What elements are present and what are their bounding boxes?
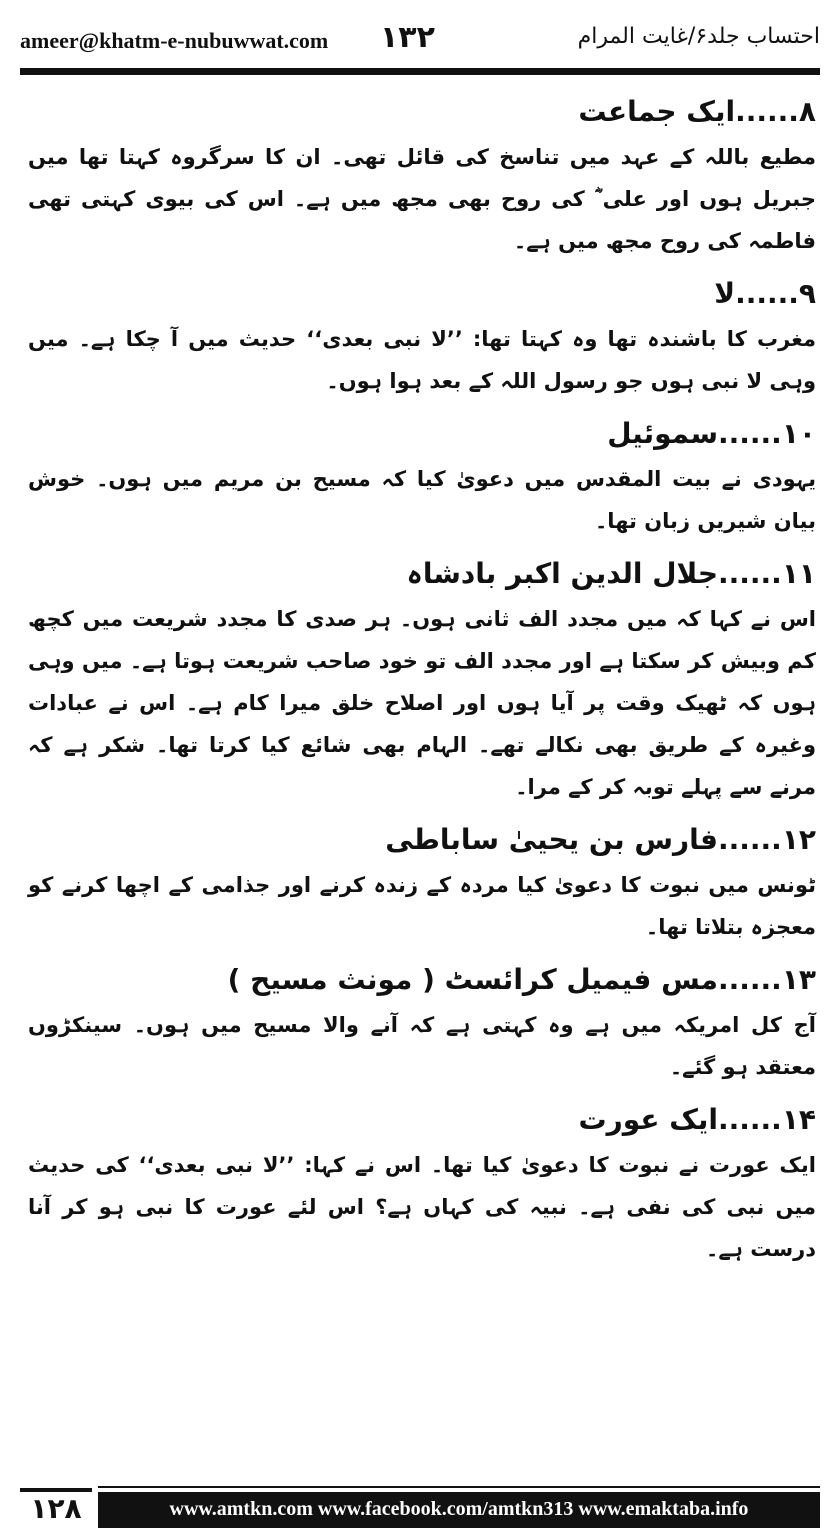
page-footer <box>20 1488 820 1528</box>
section-paragraph: مغرب کا باشندہ تھا وہ کہتا تھا: ’’لا نبی بعدی‘‘ حدیث میں آ چکا ہے۔ میں وہی لا نبی ہوں جو رسول اللہ کے بعد ہوا ہوں۔ <box>28 327 816 393</box>
section-paragraph: یہودی نے بیت المقدس میں دعویٰ کیا کہ مسیح بن مریم میں ہوں۔ خوش بیان شیریں زبان تھا۔ <box>28 467 816 533</box>
page-header <box>20 22 820 62</box>
section-11 <box>28 550 816 808</box>
section-12 <box>28 816 816 948</box>
section-heading: ۸......ایک جماعت <box>578 95 816 128</box>
section-heading: ۱۱......جلال الدین اکبر بادشاہ <box>406 557 816 590</box>
footer-rule <box>98 1486 820 1488</box>
section-heading: ۱۴......ایک عورت <box>578 1103 816 1136</box>
section-paragraph: آج کل امریکہ میں ہے وہ کہتی ہے کہ آنے والا مسیح میں ہوں۔ سینکڑوں معتقد ہو گئے۔ <box>28 1013 816 1079</box>
section-paragraph: اس نے کہا کہ میں مجدد الف ثانی ہوں۔ ہر صدی کا مجدد شریعت میں کچھ کم وبیش کر سکتا ہے اور مجدد الف تو خود صاحب شریعت ہوتا ہے۔ میں وہی ہوں کہ ٹھیک وقت پر آیا ہوں اور اصلاح خلق میرا کام ہے۔ اس نے عبادات وغیرہ کے طریق بھی نکالے تھے۔ الہام بھی شائع کیا کرتا تھا۔ شکر ہے کہ مرنے سے پہلے توبہ کر کے مرا۔ <box>28 607 816 799</box>
header-email: ameer@khatm-e-nubuwwat.com <box>20 28 329 53</box>
page-body <box>28 88 816 1478</box>
section-13 <box>28 956 816 1088</box>
header-rule <box>20 68 820 75</box>
section-10 <box>28 410 816 542</box>
footer-page-badge: ۱۲۸ <box>20 1488 92 1528</box>
section-8 <box>28 88 816 262</box>
section-9 <box>28 270 816 402</box>
section-heading: ۱۳......مس فیمیل کرائسٹ ( مونث مسیح ) <box>227 963 816 996</box>
section-heading: ۹......لا <box>714 277 816 310</box>
section-paragraph: ایک عورت نے نبوت کا دعویٰ کیا تھا۔ اس نے کہا: ’’لا نبی بعدی‘‘ کی حدیث میں نبی کی نفی ہے۔ نبیہ کی کہاں ہے؟ اس لئے عورت کا نبی ہو کر آنا درست ہے۔ <box>28 1153 816 1261</box>
header-page-number: ۱۳۲ <box>380 20 435 55</box>
section-heading: ۱۰......سموئیل <box>607 417 816 450</box>
section-paragraph: ٹونس میں نبوت کا دعویٰ کیا مردہ کے زندہ کرنے اور جذامی کے اچھا کرنے کو معجزہ بتلاتا تھا۔ <box>28 873 816 939</box>
section-14 <box>28 1096 816 1270</box>
header-running-title: احتساب جلد۶/غایت المرام <box>577 24 820 49</box>
section-paragraph: مطیع باللہ کے عہد میں تناسخ کی قائل تھی۔ ان کا سرگروہ کہتا تھا میں جبریل ہوں اور علی ؓ کی روح بھی مجھ میں ہے۔ اس کی بیوی کہتی تھی فاطمہ کی روح مجھ میں ہے۔ <box>28 145 816 253</box>
section-heading: ۱۲......فارس بن یحییٰ ساباطی <box>385 823 816 856</box>
footer-urls: www.amtkn.com www.facebook.com/amtkn313 www.emaktaba.info <box>169 1498 749 1520</box>
